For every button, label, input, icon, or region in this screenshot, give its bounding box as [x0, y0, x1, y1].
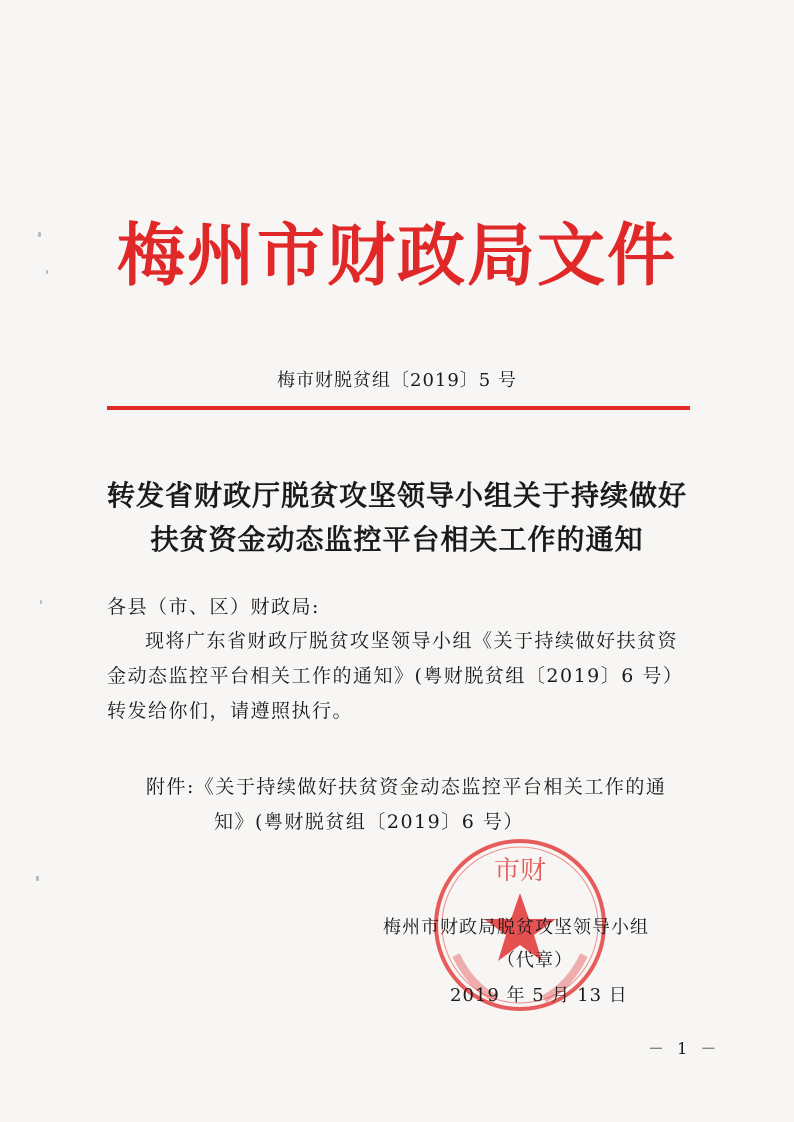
document-masthead: 梅州市财政局文件	[116, 217, 677, 296]
red-divider-line	[107, 406, 690, 410]
attachment-title-line-2: 知》(粤财脱贫组〔2019〕6 号）	[214, 811, 524, 833]
attachment-block	[146, 770, 698, 840]
body-paragraph: 现将广东省财政厅脱贫攻坚领导小组《关于持续做好扶贫资金动态监控平台相关工作的通知》(粤财脱贫组〔2019〕6 号）转发给你们，请遵照执行。	[107, 630, 684, 722]
document-title	[0, 474, 794, 562]
salutation: 各县（市、区）财政局:	[107, 596, 320, 618]
signature-note: （代章）	[497, 950, 573, 971]
signature-date: 2019 年 5 月 13 日	[450, 985, 628, 1006]
attachment-title-line-1: 《关于持续做好扶贫资金动态监控平台相关工作的通	[194, 776, 667, 798]
page-number: － 1 －	[648, 1039, 721, 1058]
title-line-2: 扶贫资金动态监控平台相关工作的通知	[150, 523, 644, 556]
document-number: 梅市财脱贫组〔2019〕5 号	[277, 370, 517, 391]
title-line-1: 转发省财政厅脱贫攻坚领导小组关于持续做好	[106, 479, 687, 512]
seal-lettering: 市财	[493, 856, 547, 886]
scan-speck	[40, 600, 42, 604]
scan-speck	[36, 876, 39, 881]
attachment-label: 附件:	[146, 776, 195, 798]
signature-organization: 梅州市财政局脱贫攻坚领导小组	[383, 917, 649, 938]
